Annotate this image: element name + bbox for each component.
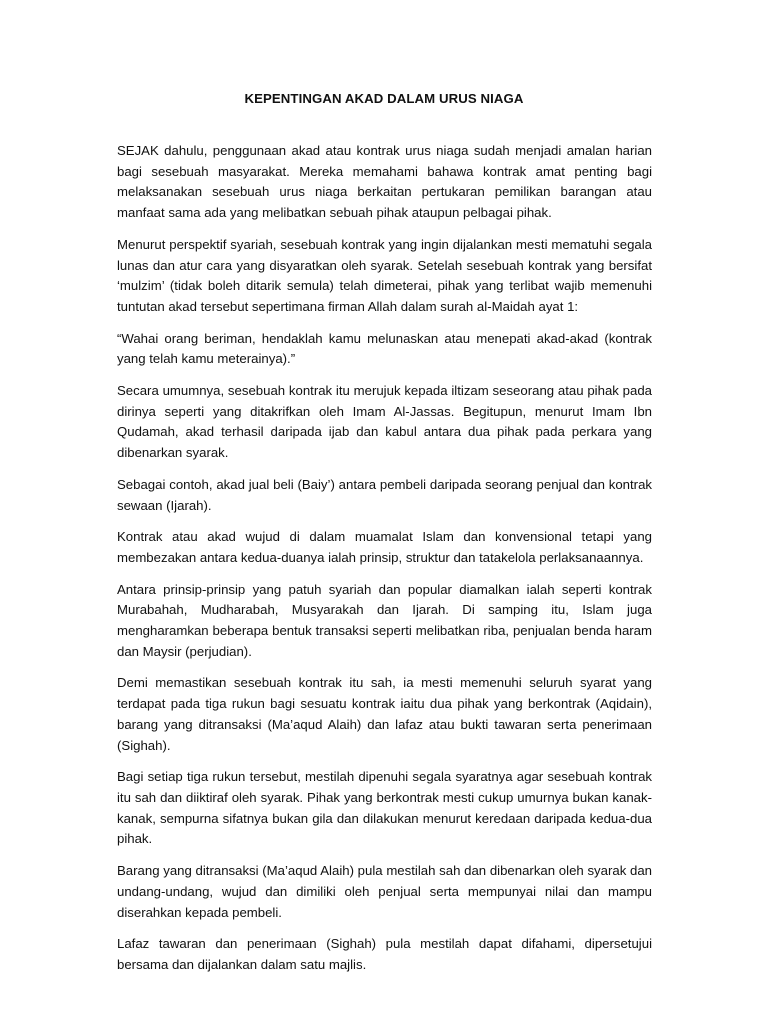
- paragraph-7: Antara prinsip-prinsip yang patuh syariah dan popular diamalkan ialah seperti kontrak Murabahah, Mudharabah, Musyarakah dan Ijarah. Di samping itu, Islam juga mengharamkan beberapa bentuk transaksi seperti melibatkan riba, penjualan benda haram dan Maysir (perjudian).: [117, 581, 652, 659]
- paragraph-6: Kontrak atau akad wujud di dalam muamalat Islam dan konvensional tetapi yang membezakan antara kedua-duanya ialah prinsip, struktur dan tatakelola perlaksanaannya.: [117, 529, 652, 565]
- paragraph-5: Sebagai contoh, akad jual beli (Baiy’) antara pembeli daripada seorang penjual dan kontrak sewaan (Ijarah).: [117, 476, 652, 513]
- paragraph-1: SEJAK dahulu, penggunaan akad atau kontrak urus niaga sudah menjadi amalan harian bagi sesebuah masyarakat. Mereka memahami bahawa kontrak amat penting bagi melaksanakan sesebuah urus niaga berkaitan pertukaran pemilikan barangan atau manfaat sama ada yang melibatkan sebuah pihak ataupun pelbagai pihak.: [117, 143, 652, 221]
- paragraph-11: Lafaz tawaran dan penerimaan (Sighah) pula mestilah dapat difahami, dipersetujui bersama dan dijalankan dalam satu majlis.: [117, 936, 652, 972]
- paragraph-3-quote: “Wahai orang beriman, hendaklah kamu melunaskan atau menepati akad-akad (kontrak yang telah kamu meterainya).”: [117, 330, 652, 367]
- paragraph-4: Secara umumnya, sesebuah kontrak itu merujuk kepada iltizam seseorang atau pihak pada dirinya seperti yang ditakrifkan oleh Imam Al-Jassas. Begitupun, menurut Imam Ibn Qudamah, akad terhasil daripada ijab dan kabul antara dua pihak pada perkara yang dibenarkan syarak.: [117, 383, 652, 461]
- paragraph-8: Demi memastikan sesebuah kontrak itu sah, ia mesti memenuhi seluruh syarat yang terdapat pada tiga rukun bagi sesuatu kontrak iaitu dua pihak yang berkontrak (Aqidain), barang yang ditransaksi (Ma’aqud Alaih) dan lafaz atau bukti tawaran serta penerimaan (Sighah).: [117, 675, 652, 753]
- paragraph-9: Bagi setiap tiga rukun tersebut, mestilah dipenuhi segala syaratnya agar sesebuah kontrak itu sah dan diiktiraf oleh syarak. Pihak yang berkontrak mesti cukup umurnya bukan kanak-kanak, sempurna sifatnya bukan gila dan dilakukan menurut keredaan daripada kedua-dua pihak.: [117, 769, 652, 847]
- paragraph-2: Menurut perspektif syariah, sesebuah kontrak yang ingin dijalankan mesti mematuhi segala lunas dan atur cara yang disyaratkan oleh syarak. Setelah sesebuah kontrak yang bersifat ‘mulzim’ (tidak boleh ditarik semula) telah dimeterai, pihak yang terlibat wajib memenuhi tuntutan akad tersebut sepertimana firman Allah dalam surah al-Maidah ayat 1:: [117, 236, 652, 314]
- paragraph-10: Barang yang ditransaksi (Ma’aqud Alaih) pula mestilah sah dan dibenarkan oleh syarak dan undang-undang, wujud dan dimiliki oleh penjual serta mempunyai nilai dan mampu diserahkan kepada pembeli.: [117, 863, 652, 920]
- document-title: KEPENTINGAN AKAD DALAM URUS NIAGA: [244, 91, 524, 106]
- document-body: [117, 141, 652, 987]
